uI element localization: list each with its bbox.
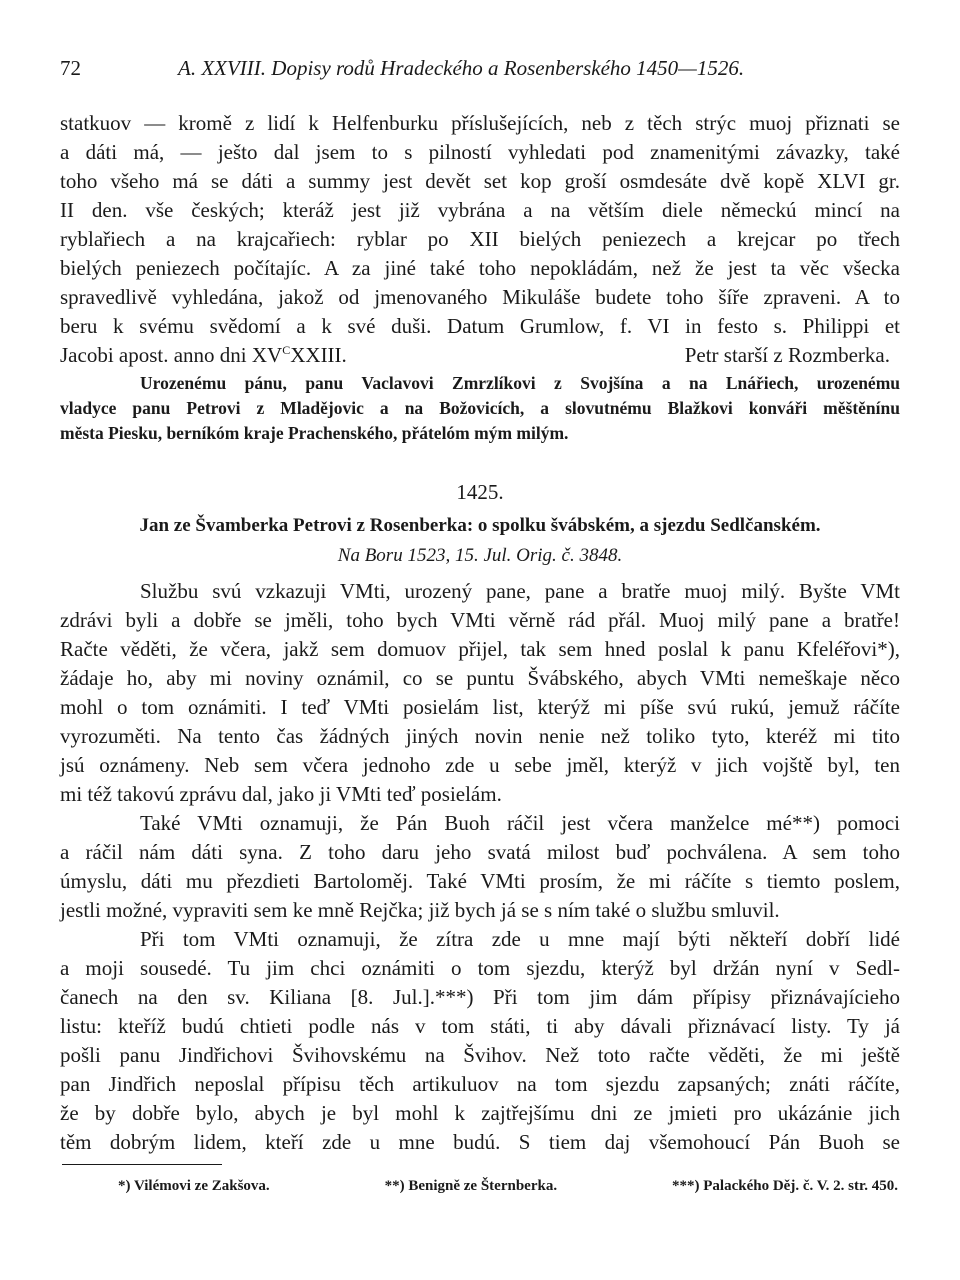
footnote: *) Vilémovi ze Zakšova. <box>118 1178 270 1194</box>
running-head <box>60 56 900 86</box>
footnote: **) Benigně ze Šternberka. <box>384 1178 558 1194</box>
text-line: Službu svú vzkazuji VMti, urozený pane, pane a bratře muoj milý. Byšte VMt <box>140 579 900 603</box>
text-line: mi též takovú zprávu dal, jako ji VMti teď posielám. <box>60 782 502 806</box>
footnotes <box>118 1178 898 1195</box>
letter-body <box>60 577 900 1157</box>
text-line: statkuov — kromě z lidí k Helfenburku příslušejících, neb z těch strýc muoj přiznati se <box>60 111 900 135</box>
document-source: Na Boru 1523, 15. Jul. Orig. č. 3848. <box>337 545 623 566</box>
text-line: Při tom VMti oznamuji, že zítra zde u mne mají býti někteří dobří lidé <box>140 927 900 951</box>
text-line: Račte věděti, že včera, jakž sem domuov přijel, tak sem hned poslal k panu Kfeléřovi*), <box>60 637 900 661</box>
text-line: Také VMti oznamuji, že Pán Buoh ráčil jest včera manželce mé**) pomoci <box>140 811 900 835</box>
text-line: zdrávi byli a dobře se jměli, toho bych VMti věrně rád přál. Muoj milý pane a bratře! <box>60 608 900 632</box>
previous-letter-ending <box>60 109 900 370</box>
text-line: listu: kteříž budú chtieti podle nás v tom státi, ti aby dávali přiznávací listy. Ty já <box>60 1014 900 1038</box>
text-line: těm dobrým lidem, kteří zde u mne budú. S tiem daj všemohoucí Pán Buoh se <box>60 1130 900 1154</box>
signature: Petr starší z Rozmberka. <box>684 343 890 367</box>
paragraph <box>60 577 900 809</box>
text-line: beru k svému svědomí a k své duši. Datum Grumlow, f. VI in festo s. Philippi et <box>60 314 900 338</box>
text-line: pošli panu Jindřichovi Švihovskému na Švihov. Než toto račte věděti, že mi ještě <box>60 1043 900 1067</box>
text-line: toho všeho má se dáti a summy jest devět set kop groší osmdesáte dvě kopě XLVI gr. <box>60 169 900 193</box>
text-line: pan Jindřich neposlal přípisu těch artikuluov na tom sjezdu zapsaných; znáti ráčíte, <box>60 1072 900 1096</box>
text-line: že by dobře bylo, abych je byl mohl k zajtřejšímu dni ze jmieti pro ukázánie jich <box>60 1101 900 1125</box>
text-line: jestli možné, vypraviti sem ke mně Rejčka; již bych já se s ním také o službu smluvil. <box>60 898 780 922</box>
text-line: a dáti má, — ješto dal jsem to s pilností vyhledati pod znamenitými závazky, také <box>60 140 900 164</box>
dating-text: Jacobi apost. anno dni XV <box>60 343 283 367</box>
closing-line <box>60 341 900 370</box>
text-line: bielých peniezech počítajíc. A za jiné také toho nepokládám, než že jest ta věc všecka <box>60 256 900 280</box>
text-line: spravedlivě vyhledána, jakož od jmenovaného Mikuláše budete toho šíře zpraveni. A to <box>60 285 900 309</box>
text-line: ryblařiech a na krajcařiech: ryblar po XII bielých peniezech a krejcar po třech <box>60 227 900 251</box>
address-line: vladyce panu Petrovi z Mladějovic a na Božovicích, a slovutnému Blažkovi konváři měštěnínu <box>60 398 900 418</box>
dating-year-tail: XXIII. <box>290 343 347 367</box>
text-line: vyrozuměti. Na tento čas žádných jiných novin nenie než toliko tyto, kteréž mi tito <box>60 724 900 748</box>
address-block <box>60 371 900 446</box>
paragraph <box>60 925 900 1157</box>
document-heading: Jan ze Švamberka Petrovi z Rosenberka: o spolku švábském, a sjezdu Sedlčanském. <box>139 515 821 536</box>
text-line: mohl o tom oznámiti. I teď VMti posielám list, kterýž mi píše svú rukú, jemuž ráčíte <box>60 695 900 719</box>
text-line: a moji sousedé. Tu jim chci oznámiti o tom sjezdu, kterýž byl držán nyní v Sedl- <box>60 956 900 980</box>
paragraph <box>60 809 900 925</box>
footnote-divider <box>62 1164 222 1165</box>
dating-superscript: C <box>282 343 291 357</box>
dating-clause <box>60 341 347 370</box>
address-line: města Piesku, berníkóm kraje Prachenského, přátelóm mým milým. <box>60 423 569 443</box>
text-line: čanech na den sv. Kiliana [8. Jul.].***) Při tom jim dám přípisy přiznávajícieho <box>60 985 900 1009</box>
running-title: A. XXVIII. Dopisy rodů Hradeckého a Rosenberského 1450—1526. <box>178 56 745 80</box>
address-line: Urozenému pánu, panu Vaclavovi Zmrzlíkovi z Svojšína a na Lnářiech, urozenému <box>140 373 900 393</box>
text-line: II den. vše českých; kteráž jest již vybrána a na větším diele německú mincí na <box>60 198 900 222</box>
page-number: 72 <box>60 56 81 80</box>
document-number: 1425. <box>456 480 504 504</box>
text-line: jsú oznámeny. Neb sem včera jednoho zde u sebe jměl, kterýž v jich vojště byl, ten <box>60 753 900 777</box>
text-line: žádaje ho, aby mi noviny oznámil, co se puntu Švábského, abych VMti nemeškaje něco <box>60 666 900 690</box>
footnote: ***) Palackého Děj. č. V. 2. str. 450. <box>672 1178 898 1194</box>
text-line: úmyslu, dáti mu přezdieti Bartoloměj. Také VMti prosím, že mi ráčíte s tiemto poslem, <box>60 869 900 893</box>
text-line: a ráčil nám dáti syna. Z toho daru jeho svatá milost buď pochválena. A sem toho <box>60 840 900 864</box>
